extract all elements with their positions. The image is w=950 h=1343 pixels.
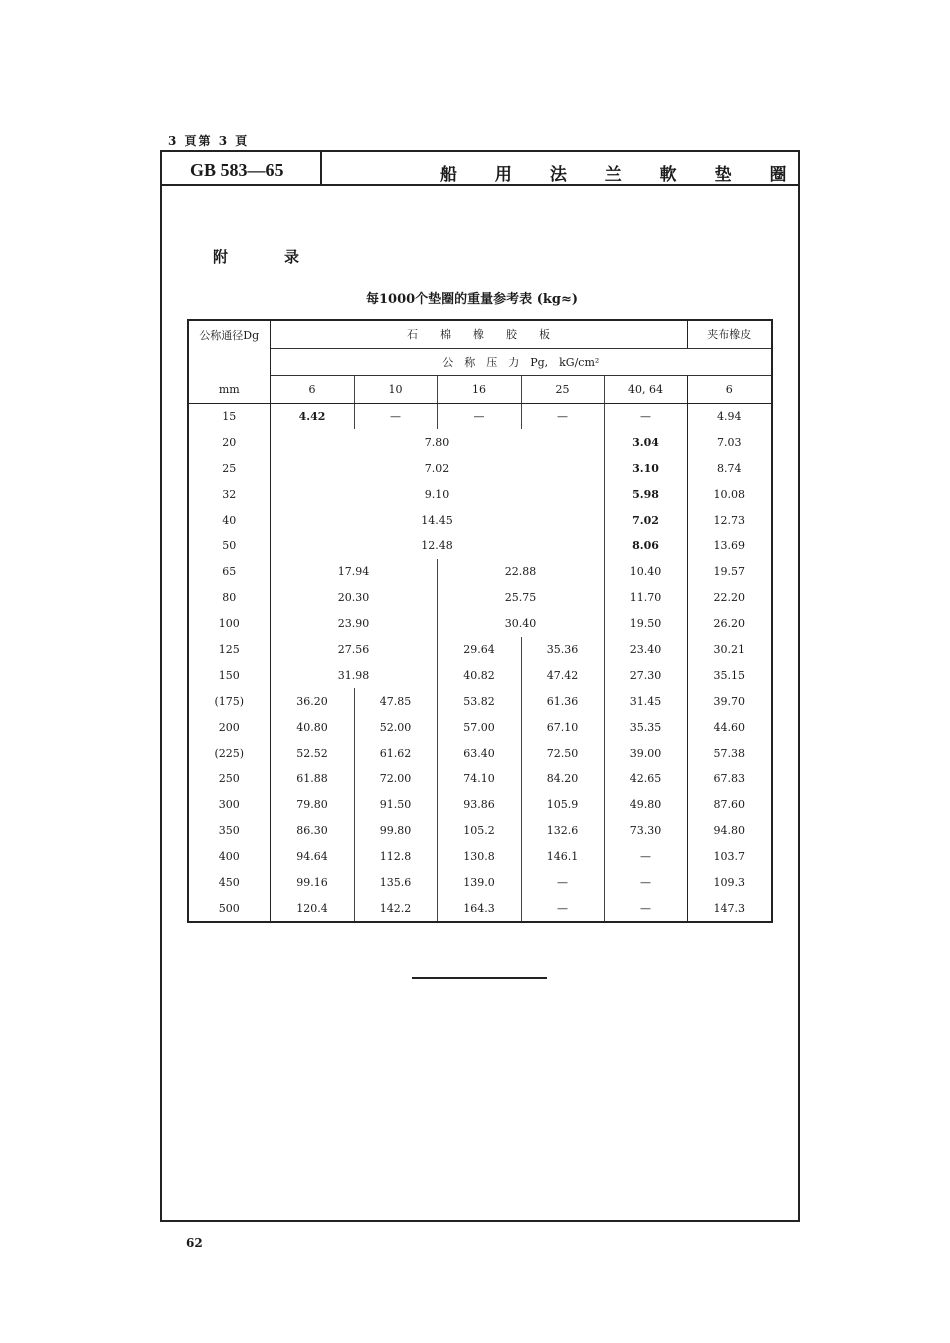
- appendix-label-2: 录: [284, 248, 300, 266]
- table-cell: 27.30: [629, 668, 662, 682]
- table-cell: 93.86: [437, 792, 521, 818]
- table-cell: —: [354, 403, 437, 429]
- table-cell: 10.40: [629, 565, 662, 579]
- table-cell: 87.60: [687, 792, 772, 818]
- title-divider: [320, 152, 322, 186]
- table-cell: 72.00: [354, 766, 437, 792]
- table-row: [188, 429, 772, 455]
- table-row: [188, 714, 772, 740]
- table-cell: 40: [188, 507, 270, 533]
- table-cell: 109.3: [687, 870, 772, 896]
- table-cell: 19.50: [629, 617, 662, 631]
- table-cell: 3.04: [632, 435, 659, 449]
- table-cell: 47.85: [354, 688, 437, 714]
- appendix-heading: [213, 246, 355, 267]
- table-cell: 3.10: [632, 461, 659, 475]
- table-cell: 450: [188, 870, 270, 896]
- table-cell: 9.10: [270, 481, 604, 507]
- table-cell: 94.80: [687, 818, 772, 844]
- table-cell: 94.64: [270, 844, 354, 870]
- table-row: [188, 662, 772, 688]
- header-cloth: 夹布橡皮: [687, 320, 772, 348]
- table-cell: 40.82: [437, 662, 521, 688]
- table-cell: 23.40: [629, 642, 662, 656]
- table-cell: 36.20: [270, 688, 354, 714]
- table-cell: 53.82: [437, 688, 521, 714]
- header-dn: 公称通径Dg: [188, 320, 270, 348]
- standard-code: GB 583—65: [190, 160, 284, 180]
- table-cell: 67.10: [521, 714, 604, 740]
- table-cell: 120.4: [270, 895, 354, 922]
- table-cell: 142.2: [354, 895, 437, 922]
- table-cell: 105.2: [437, 818, 521, 844]
- table-cell: 250: [188, 766, 270, 792]
- table-cell: 99.16: [270, 870, 354, 896]
- table-cell: 11.70: [629, 591, 662, 605]
- table-cell: 63.40: [437, 740, 521, 766]
- table-cell: 52.52: [270, 740, 354, 766]
- end-rule: [412, 977, 547, 979]
- table-cell: 125: [188, 637, 270, 663]
- table-cell: 79.80: [270, 792, 354, 818]
- table-row: [188, 818, 772, 844]
- table-row: [188, 533, 772, 559]
- table-cell: 8.06: [632, 539, 659, 553]
- table-cell: 47.42: [521, 662, 604, 688]
- header-pressure: 公 称 压 力 Pg, kG/cm²: [270, 348, 772, 376]
- table-row: [188, 870, 772, 896]
- table-cell: 135.6: [354, 870, 437, 896]
- table-cell: 73.30: [629, 824, 662, 838]
- table-cell: 35.35: [629, 720, 662, 734]
- table-cell: 61.88: [270, 766, 354, 792]
- table-cell: 200: [188, 714, 270, 740]
- table-cell: 35.36: [521, 637, 604, 663]
- table-cell: 7.80: [270, 429, 604, 455]
- table-cell: 31.98: [270, 662, 437, 688]
- table-cell: 112.8: [354, 844, 437, 870]
- weight-table: [187, 319, 773, 923]
- table-cell: 20: [188, 429, 270, 455]
- table-row: [188, 844, 772, 870]
- table-cell: 14.45: [270, 507, 604, 533]
- pressure-25: 25: [521, 376, 604, 404]
- table-cell: 12.73: [687, 507, 772, 533]
- table-row: [188, 766, 772, 792]
- table-row: [188, 481, 772, 507]
- table-cell: 80: [188, 585, 270, 611]
- table-cell: 61.62: [354, 740, 437, 766]
- table-cell: 27.56: [270, 637, 437, 663]
- pressure-6: 6: [270, 376, 354, 404]
- table-cell: 105.9: [521, 792, 604, 818]
- table-cell: 67.83: [687, 766, 772, 792]
- table-cell: 61.36: [521, 688, 604, 714]
- table-cell: 7.02: [632, 513, 659, 527]
- table-cell: 25.75: [437, 585, 604, 611]
- table-cell: —: [640, 901, 651, 915]
- table-cell: —: [640, 875, 651, 889]
- table-cell: 7.03: [687, 429, 772, 455]
- table-cell: 72.50: [521, 740, 604, 766]
- table-cell: 164.3: [437, 895, 521, 922]
- table-cell: —: [521, 870, 604, 896]
- table-cell: 74.10: [437, 766, 521, 792]
- table-cell: 57.38: [687, 740, 772, 766]
- table-cell: 4.42: [270, 403, 354, 429]
- table-cell: —: [640, 409, 651, 423]
- table-cell: 12.48: [270, 533, 604, 559]
- table-cell: 99.80: [354, 818, 437, 844]
- table-cell: 4.94: [687, 403, 772, 429]
- table-cell: 132.6: [521, 818, 604, 844]
- table-cell: 103.7: [687, 844, 772, 870]
- table-cell: 500: [188, 895, 270, 922]
- pressure-cloth-6: 6: [687, 376, 772, 404]
- table-cell: 40.80: [270, 714, 354, 740]
- table-cell: 30.21: [687, 637, 772, 663]
- table-row: [188, 559, 772, 585]
- pressure-10: 10: [354, 376, 437, 404]
- pressure-40-64: 40, 64: [604, 376, 687, 404]
- table-cell: 150: [188, 662, 270, 688]
- standard-title: 船 用 法 兰 軟 垫 圈: [440, 165, 803, 185]
- page-info: 3 頁第 3 頁: [168, 134, 250, 148]
- table-cell: 19.57: [687, 559, 772, 585]
- table-cell: 65: [188, 559, 270, 585]
- table-cell: 32: [188, 481, 270, 507]
- table-cell: 86.30: [270, 818, 354, 844]
- table-cell: 100: [188, 611, 270, 637]
- header-mm: mm: [188, 376, 270, 404]
- table-cell: 35.15: [687, 662, 772, 688]
- appendix-label-1: 附: [213, 248, 229, 266]
- table-row: [188, 792, 772, 818]
- table-cell: 17.94: [270, 559, 437, 585]
- table-row: [188, 611, 772, 637]
- table-row: [188, 688, 772, 714]
- table-cell: —: [521, 403, 604, 429]
- pressure-16: 16: [437, 376, 521, 404]
- table-cell: 84.20: [521, 766, 604, 792]
- table-cell: 52.00: [354, 714, 437, 740]
- table-cell: 400: [188, 844, 270, 870]
- table-cell: 91.50: [354, 792, 437, 818]
- table-cell: 130.8: [437, 844, 521, 870]
- table-cell: 20.30: [270, 585, 437, 611]
- table-cell: 350: [188, 818, 270, 844]
- table-cell: 22.88: [437, 559, 604, 585]
- table-cell: 25: [188, 455, 270, 481]
- table-row: [188, 455, 772, 481]
- table-cell: 300: [188, 792, 270, 818]
- table-cell: 30.40: [437, 611, 604, 637]
- table-cell: —: [640, 850, 651, 864]
- table-row: [188, 740, 772, 766]
- table-cell: 139.0: [437, 870, 521, 896]
- table-cell: (225): [188, 740, 270, 766]
- table-cell: —: [521, 895, 604, 922]
- table-cell: 42.65: [629, 772, 662, 786]
- table-cell: 23.90: [270, 611, 437, 637]
- table-cell: 39.00: [629, 746, 662, 760]
- table-cell: 146.1: [521, 844, 604, 870]
- table-cell: 26.20: [687, 611, 772, 637]
- table-cell: 39.70: [687, 688, 772, 714]
- table-cell: 15: [188, 403, 270, 429]
- table-row: [188, 403, 772, 429]
- table-cell: 10.08: [687, 481, 772, 507]
- table-cell: (175): [188, 688, 270, 714]
- table-cell: 13.69: [687, 533, 772, 559]
- table-row: [188, 895, 772, 922]
- table-cell: 147.3: [687, 895, 772, 922]
- table-cell: 57.00: [437, 714, 521, 740]
- table-cell: 50: [188, 533, 270, 559]
- page-number: 62: [186, 1236, 203, 1250]
- table-cell: 5.98: [632, 487, 659, 501]
- table-cell: 22.20: [687, 585, 772, 611]
- table-row: [188, 507, 772, 533]
- table-cell: —: [437, 403, 521, 429]
- table-cell: 7.02: [270, 455, 604, 481]
- table-cell: 8.74: [687, 455, 772, 481]
- table-row: [188, 585, 772, 611]
- table-cell: 29.64: [437, 637, 521, 663]
- table-cell: 49.80: [629, 798, 662, 812]
- table-cell: 31.45: [629, 694, 662, 708]
- table-cell: 44.60: [687, 714, 772, 740]
- table-row: [188, 637, 772, 663]
- table-title: 每1000个垫圈的重量参考表 (kg≈): [366, 292, 578, 307]
- header-asbestos: 石 棉 橡 胶 板: [270, 320, 687, 348]
